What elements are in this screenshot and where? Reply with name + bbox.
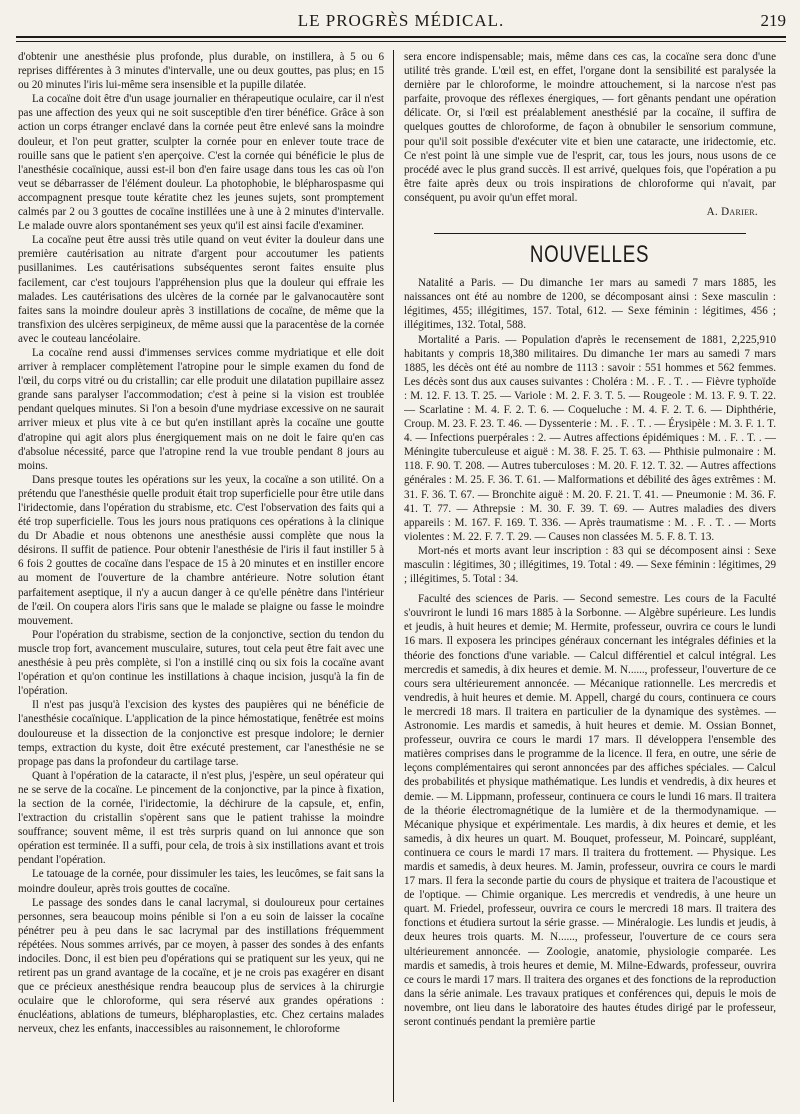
paragraph: Dans presque toutes les opérations sur les yeux, la cocaïne a son utilité. On a prétendu que l'anesthésie quelle produit était trop superficielle pour être utile dans l'iridectomie, dans l'opération du strabisme, etc. C'est l'observation des faits qui a été trop superficielle. Tous les jours nous pratiquons ces opérations à la clinique du Dr Abadie et nous obtenons une anesthésie aussi complète que nous la désirons. Il suffit de patience. Pour obtenir l'anesthésie de l'iris il faut instiller 5 à 6 fois 2 gouttes de cocaïne dans l'espace de 15 à 20 minutes et en instiller encore au moment de l'ouverture de la chambre antérieure. Notre solution étant parfaitement aseptique, il n'y a aucun danger à ce qu'elle pénètre dans l'intérieur de l'œil. On coupera alors l'iris sans que le malade se plaigne ou fasse le moindre mouvement.	[18, 473, 384, 627]
news-natalite: Natalité a Paris. — Du dimanche 1er mars au samedi 7 mars 1885, les naissances ont été au nombre de 1200, se décomposant ainsi : Sexe masculin : légitimes, 455; illégitimes, 157. Total, 612. — Sexe féminin : légitimes, 456 ; illégitimes, 132. Total, 588.	[404, 277, 776, 332]
paragraph: Le tatouage de la cornée, pour dissimuler les taies, les leucômes, se fait sans la moindre douleur, après trois gouttes de cocaïne.	[18, 868, 384, 895]
page-number: 219	[760, 11, 786, 30]
news-mortalite: Mortalité a Paris. — Population d'après le recensement de 1881, 2,225,910 habitants y compris 18,380 militaires. Du dimanche 1er mars au samedi 7 mars 1885, les décès ont été au nombre de 1113 : savoir : 551 hommes et 562 femmes. Les décès sont dus aux causes suivantes : Choléra : M. . F. . T. . — Fièvre typhoïde : M. 12. F. 13. T. 25. — Variole : M. 2. F. 3. T. 5. — Rougeole : M. 13. F. 9. T. 22. — Scarlatine : M. 4. F. 2. T. 6. — Coqueluche : M. 4. F. 2. T. 6. — Diphthérie, Croup. M. 23. F. 23. T. 46. — Dyssenterie : M. . F. . T. . — Érysipèle : M. 3. F. 1. T. 4. — Infections puerpérales : 2. — Autres affections épidémiques : M. . F. . T. . — Méningite tuberculeuse et aiguë : M. 38. F. 25. T. 63. — Phthisie pulmonaire : M. 118. F. 90. T. 208. — Autres tuberculoses : M. 20. F. 12. T. 32. — Autres affections générales : M. 25. F. 36. T. 61. — Malformations et débilité des âges extrêmes : M. 31. F. 36. T. 67. — Bronchite aiguë : M. 20. F. 21. T. 41. — Pneumonie : M. 36. F. 41. T. 77. — Athrepsie : M. 30. F. 39. T. 69. — Autres maladies des divers appareils : M. 167. F. 169. T. 336. — Après traumatisme : M. . F. . T. . — Morts violentes : M. 22. F. 7. T. 29. — Causes non classées M. 5. F. 8. T. 13.	[404, 333, 776, 543]
section-rule	[434, 233, 746, 234]
paragraph: La cocaïne doit être d'un usage journalier en thérapeutique oculaire, car il n'est pas une affection des yeux qui ne soit susceptible d'en tirer bénéfice. Grâce à son action un corps étranger enclavé dans la cornée peut être enlevé sans la moindre douleur, et l'on peut gratter, sculpter la cornée pour en enlever toute trace de rouille sans que le patient s'en aperçoive. C'est la cornée qui bénéficie le plus de l'anesthésie cocaïnique, aussi est-il bon d'en faire usage dans tous les cas où l'on veut se débarrasser de l'élément douleur. La photophobie, le blépharospasme qui accompagnent presque toute kératite chez les jeunes sujets, sont promptement calmés par 2 ou 3 gouttes de cocaïne instillées une à une à 2 minutes d'intervalle. Le malade ouvre alors spontanément ses yeux qu'il est ainsi facile d'examiner.	[18, 93, 384, 233]
section-heading	[404, 233, 776, 268]
page-header	[16, 10, 786, 36]
news-mort-nes: Mort-nés et morts avant leur inscription : 83 qui se décomposent ainsi : Sexe masculin : légitimes, 30 ; illégitimes, 19. Total : 49. — Sexe féminin : légitimes, 29 ; illégitimes, 5. Total : 34.	[404, 544, 776, 586]
paragraph: Il n'est pas jusqu'à l'excision des kystes des paupières qui ne bénéficie de l'anesthésie cocaïnique. L'application de la pince hémostatique, fenêtrée est moins douloureuse et la dissection de la conjonctive est presque indolore; le dernier temps, extraction du kyste, doit être exécuté prestement, car l'anesthésie ne se propage pas dans la profondeur du cartilage tarse.	[18, 699, 384, 768]
header-rule-thin	[16, 41, 786, 42]
paragraph: d'obtenir une anesthésie plus profonde, plus durable, on instillera, à 5 ou 6 reprises différentes à 3 minutes d'intervalle, une ou deux gouttes, pas plus; en 15 ou 20 minutes l'iris lui-même sera insensible et la pupille dilatée.	[18, 51, 384, 92]
journal-title: LE PROGRÈS MÉDICAL.	[297, 11, 505, 30]
paragraph: La cocaïne rend aussi d'immenses services comme mydriatique et elle doit arriver à remplacer complètement l'atropine pour le simple examen du fond de l'œil, du corps vitré ou du cristallin; car elle produit une dilatation pupillaire assez grande sans paralyser l'accommodation; c'est à peine si la vision est troublée pendant quelques minutes. Si l'on a besoin d'une mydriase excessive on ne saurait arriver mieux et plus vite à ce but qu'en instillant après la cocaïne une goutte d'atropine qui agit alors plus énergiquement mais on ne doit le faire qu'en cas d'absolue nécessité, parce que l'atropine rend la vue trouble pendant 8 jours au moins.	[18, 346, 384, 472]
article-continuation: sera encore indispensable; mais, même dans ces cas, la cocaïne sera donc d'une utilité très grande. L'œil est, en effet, l'organe dont la sensibilité est paralysée la dernière par le chloroforme, le moindre attouchement, si la narcose n'est pas parfaite, provoque des réflexes énergiques, — fort gênants pendant une opération délicate. Or, si l'œil est préalablement anesthésié par la cocaïne, il suffira de quelques gouttes de chloroforme, de façon à obnubiler le sensorium commune, pour qu'il soit possible d'exécuter vite et bien une cataracte, une iridectomie, etc. Ce n'est point là une simple vue de l'esprit, car, tous les jours, nous usons de ce procédé avec le plus grand succès. Il est arrivé, quelques fois, que l'opération a pu être faite après deux ou trois inspirations de chloroforme qui n'avait, par conséquent, pu avoir qu'un effet moral.	[404, 51, 776, 204]
paragraph: La cocaïne peut être aussi très utile quand on veut éviter la douleur dans une première cautérisation au nitrate d'argent pour accoutumer les patients pusillanimes. Les cautérisations subséquentes seront faites ensuite plus facilement, car c'est toujours l'appréhension plus que la douleur qui effraie les malades. Les cautérisations des ulcères de la cornée par le galvanocautère sont faites sans la moindre douleur après 3 instillations de cocaïne, de même que la transfixion des ulcères serpigineux, de même aussi que la paracentèse de la cornée avec le couteau lancéolaire.	[18, 234, 384, 345]
paragraph: Pour l'opération du strabisme, section de la conjonctive, section du tendon du muscle trop fort, avancement musculaire, sutures, tout cela peut être fait avec une anesthésie à peu près complète, si l'on a instillé cinq ou six fois la cocaïne avant l'opération et qu'on continue les instillations à chaque incision, jusqu'à la fin de l'opération.	[18, 628, 384, 698]
signature-text: A. Darier.	[706, 206, 758, 219]
left-column	[18, 50, 384, 1102]
right-column	[404, 50, 776, 1102]
author-signature	[404, 205, 758, 219]
paragraph: Quant à l'opération de la cataracte, il n'est plus, j'espère, un seul opérateur qui ne se serve de la cocaïne. Le pincement de la conjonctive, par la pince à fixation, la section de la cornée, l'iridectomie, la déchirure de la capsule, et, enfin, l'extraction du cristallin s'opèrent sans que le patient trahisse la moindre souffrance; souvent même, il est très surpris quand on lui annonce que son opération est terminée. Il a suffi, pour cela, de trois à six instillations avant et trois pendant l'opération.	[18, 769, 384, 867]
paragraph: Le passage des sondes dans le canal lacrymal, si douloureux pour certaines personnes, sera beaucoup moins pénible si l'on a eu soin de laisser la cocaïne pénétrer peu à peu dans le sac lacrymal par des instillations fréquemment répétées. Nous sommes arrivés, par ce moyen, à passer des sondes à des enfants indociles. Donc, il est bien peu d'opérations qui se pratiquent sur les yeux, qui ne retirent pas un grand avantage de la cocaïne, et je ne crois pas exagérer en disant que ce précieux anesthésique rendra beaucoup plus de services à la chirurgie oculaire que le chloroforme, qui sera réservé aux grandes opérations : énucléations, ablations de tumeurs, blépharoplasties, etc. Chez certains malades nerveux, chez les enfants, inaccessibles au raisonnement, le chloroforme	[18, 896, 384, 1036]
column-divider	[393, 50, 394, 1102]
section-title: NOUVELLES	[530, 241, 650, 269]
header-rule-thick	[16, 36, 786, 38]
news-faculte: Faculté des sciences de Paris. — Second semestre. Les cours de la Faculté s'ouvriront le lundi 16 mars 1885 à la Sorbonne. — Algèbre supérieure. Les lundis et jeudis, à huit heures et demie; M. Hermite, professeur, ouvrira ce cours le lundi 16 mars. Il exposera les principes généraux concernant les intégrales définies et la théorie des fonctions d'une variable. — Calcul différentiel et calcul intégral. Les mercredis et samedis, à dix heures et demie. M. N......, professeur, l'ouverture de ce cours sera ultérieurement annoncée. — Mécanique rationnelle. Les mercredis et vendredis, à huit heures et demie. M. Appell, chargé du cours, continuera ce cours le mercredi 18 mars. Il traitera en particulier de la dynamique des systèmes. — Astronomie. Les mardis et samedis, à huit heures et demie. M. Ossian Bonnet, professeur, ouvrira ce cours le mardi 17 mars. Il développera l'ensemble des matières comprises dans le programme de la licence. Il fera, en outre, une série de leçons complémentaires qui seront annoncées par des affiches spéciales. — Calcul des probabilités et physique mathématique. Les lundis et vendredis, à dix heures et demie. — M. Lippmann, professeur, continuera ce cours le lundi 16 mars. Il traitera de la théorie électromagnétique de la lumière et de la thermodynamique. — Mécanique physique et expérimentale. Les mardis, à dix heures et demie, et les samedis, à dix heures un quart. M. Bouquet, professeur, M. Poincaré, suppléant, continuera ce cours le mardi 17 mars. Il traitera du frottement. — Physique. Les mardis et samedis, à deux heures. M. Jamin, professeur, ouvrira ce cours le mardi 17 mars. Il fera la seconde partie du cours de physique et traitera de l'acoustique et de l'optique. — Chimie organique. Les mercredis et vendredis, à une heure un quart. M. Friedel, professeur, ouvrira ce cours le mercredi 18 mars. Il traitera des fonctions et étudiera surtout la série grasse. — Minéralogie. Les lundis et jeudis, à deux heures trois quarts. M. N......, professeur, l'ouverture de ce cours sera ultérieurement annoncée. — Zoologie, anatomie, physiologie comparée. Les mardis et samedis, à trois heures et demie, M. Milne-Edwards, professeur, ouvrira ce cours le mardi 17 mars. Il traitera des organes et des fonctions de la reproduction dans la série animale. Les travaux pratiques et conférences qui, depuis le mois de novembre, ont lieu dans le laboratoire des hautes études dirigé par le professeur, seront continués pendant la première partie	[404, 593, 776, 1028]
